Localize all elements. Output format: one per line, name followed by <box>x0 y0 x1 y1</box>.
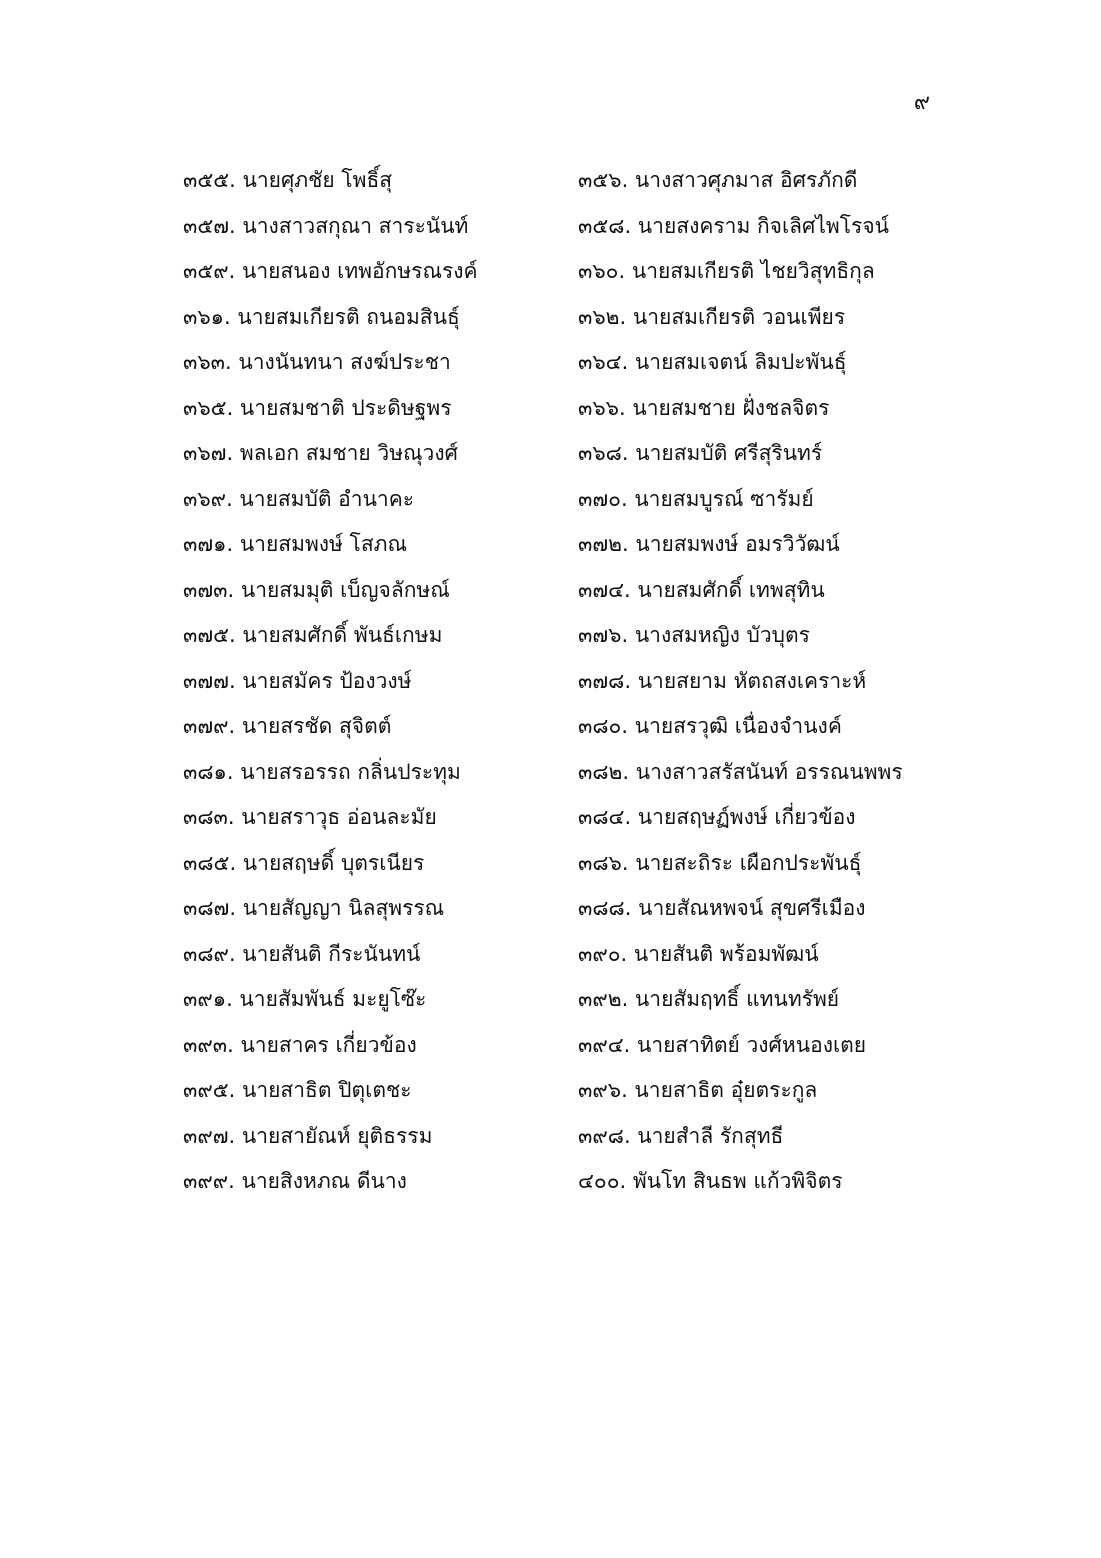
name-entry-left: ๓๗๗. นายสมัคร ป้องวงษ์ <box>183 668 412 693</box>
name-entry-right: ๓๖๖. นายสมชาย ฝั่งชลจิตร <box>578 395 830 420</box>
name-row <box>0 1159 1101 1205</box>
name-row <box>0 750 1101 796</box>
name-entry-left: ๓๖๙. นายสมบัติ อำนาคะ <box>183 486 415 511</box>
name-row <box>0 659 1101 705</box>
name-entry-right: ๓๗๒. นายสมพงษ์ อมรวิวัฒน์ <box>578 532 840 556</box>
name-entry-right: ๓๗๘. นายสยาม หัตถสงเคราะห์ <box>578 668 867 693</box>
name-row <box>0 522 1101 568</box>
name-entry-right: ๓๙๒. นายสัมฤทธิ์ แทนทรัพย์ <box>578 987 840 1011</box>
name-row <box>0 977 1101 1023</box>
name-entry-right: ๓๘๘. นายสัณหพจน์ สุขศรีเมือง <box>578 896 866 920</box>
name-entry-right: ๓๙๘. นายสำลี รักสุทธี <box>578 1123 784 1148</box>
name-entry-left: ๓๙๕. นายสาธิต ปิตุเตชะ <box>183 1078 412 1102</box>
name-entry-left: ๓๙๙. นายสิงหภณ ดีนาง <box>183 1169 407 1193</box>
name-entry-left: ๓๘๓. นายสราวุธ อ่อนละมัย <box>183 805 437 829</box>
name-entry-left: ๓๖๕. นายสมชาติ ประดิษฐพร <box>183 395 452 420</box>
name-entry-right: ๓๘๖. นายสะถิระ เผือกประพันธุ์ <box>578 850 862 875</box>
name-row <box>0 158 1101 204</box>
name-row <box>0 431 1101 477</box>
name-entry-left: ๓๘๙. นายสันติ กีระนันทน์ <box>183 941 421 966</box>
name-row <box>0 249 1101 295</box>
name-entry-right: ๓๙๖. นายสาธิต อุ๋ยตระกูล <box>578 1078 818 1102</box>
name-entry-right: ๓๕๖. นางสาวศุภมาส อิศรภักดี <box>578 168 858 192</box>
name-entry-left: ๓๖๗. พลเอก สมชาย วิษณุวงศ์ <box>183 441 458 465</box>
name-row <box>0 568 1101 614</box>
name-entry-left: ๓๗๙. นายสรชัด สุจิตต์ <box>183 714 392 738</box>
name-entry-right: ๓๖๔. นายสมเจตน์ ลิมปะพันธุ์ <box>578 350 847 374</box>
name-entry-left: ๓๘๗. นายสัญญา นิลสุพรรณ <box>183 896 445 920</box>
name-row <box>0 704 1101 750</box>
name-entry-left: ๓๗๑. นายสมพงษ์ โสภณ <box>183 532 407 556</box>
name-row <box>0 795 1101 841</box>
name-entry-left: ๓๕๗. นางสาวสกุณา สาระนันท์ <box>183 213 469 238</box>
name-row <box>0 295 1101 341</box>
name-row <box>0 613 1101 659</box>
name-entry-right: ๓๕๘. นายสงคราม กิจเลิศไพโรจน์ <box>578 213 889 238</box>
name-row <box>0 204 1101 250</box>
name-entry-right: ๓๙๔. นายสาทิตย์ วงศ์หนองเตย <box>578 1032 867 1057</box>
name-row <box>0 340 1101 386</box>
name-row <box>0 1068 1101 1114</box>
name-entry-right: ๓๗๔. นายสมศักดิ์ เทพสุทิน <box>578 577 825 602</box>
name-entry-left: ๓๗๓. นายสมมุติ เบ็ญจลักษณ์ <box>183 577 450 602</box>
name-entry-left: ๓๘๕. นายสฤษดิ์ บุตรเนียร <box>183 850 425 875</box>
member-name-list <box>0 158 1101 1205</box>
name-entry-right: ๓๘๐. นายสรวุฒิ เนื่องจำนงค์ <box>578 714 842 738</box>
name-entry-right: ๓๙๐. นายสันติ พร้อมพัฒน์ <box>578 941 819 966</box>
name-entry-left: ๓๕๕. นายศุภชัย โพธิ์สุ <box>183 168 393 192</box>
name-entry-left: ๓๖๓. นางนันทนา สงฆ์ประชา <box>183 350 451 374</box>
name-entry-left: ๓๕๙. นายสนอง เทพอักษรณรงค์ <box>183 259 478 283</box>
name-entry-right: ๓๘๒. นางสาวสรัสนันท์ อรรณนพพร <box>578 759 903 784</box>
name-entry-left: ๓๙๓. นายสาคร เกี่ยวข้อง <box>183 1032 417 1057</box>
page-number: ๙ <box>913 90 930 115</box>
name-entry-right: ๓๖๒. นายสมเกียรติ วอนเพียร <box>578 304 846 329</box>
name-entry-right: ๓๗๐. นายสมบูรณ์ ซารัมย์ <box>578 486 814 511</box>
name-entry-right: ๓๗๖. นางสมหญิง บัวบุตร <box>578 623 810 647</box>
name-entry-left: ๓๙๗. นายสายัณห์ ยุติธรรม <box>183 1123 433 1148</box>
name-entry-left: ๓๘๑. นายสรอรรถ กลิ่นประทุม <box>183 759 461 784</box>
name-entry-right: ๔๐๐. พันโท สินธพ แก้วพิจิตร <box>578 1169 843 1193</box>
name-row <box>0 477 1101 523</box>
name-entry-right: ๓๖๘. นายสมบัติ ศรีสุรินทร์ <box>578 441 823 465</box>
name-entry-left: ๓๙๑. นายสัมพันธ์ มะยูโซ๊ะ <box>183 987 427 1011</box>
name-entry-right: ๓๘๔. นายสฤษฏ์พงษ์ เกี่ยวข้อง <box>578 805 856 829</box>
name-entry-left: ๓๖๑. นายสมเกียรติ ถนอมสินธุ์ <box>183 304 460 329</box>
name-entry-left: ๓๗๕. นายสมศักดิ์ พันธ์เกษม <box>183 623 443 647</box>
name-row <box>0 386 1101 432</box>
name-row <box>0 932 1101 978</box>
name-entry-right: ๓๖๐. นายสมเกียรติ ไชยวิสุทธิกุล <box>578 259 875 283</box>
name-row <box>0 886 1101 932</box>
name-row <box>0 841 1101 887</box>
name-row <box>0 1023 1101 1069</box>
name-row <box>0 1114 1101 1160</box>
